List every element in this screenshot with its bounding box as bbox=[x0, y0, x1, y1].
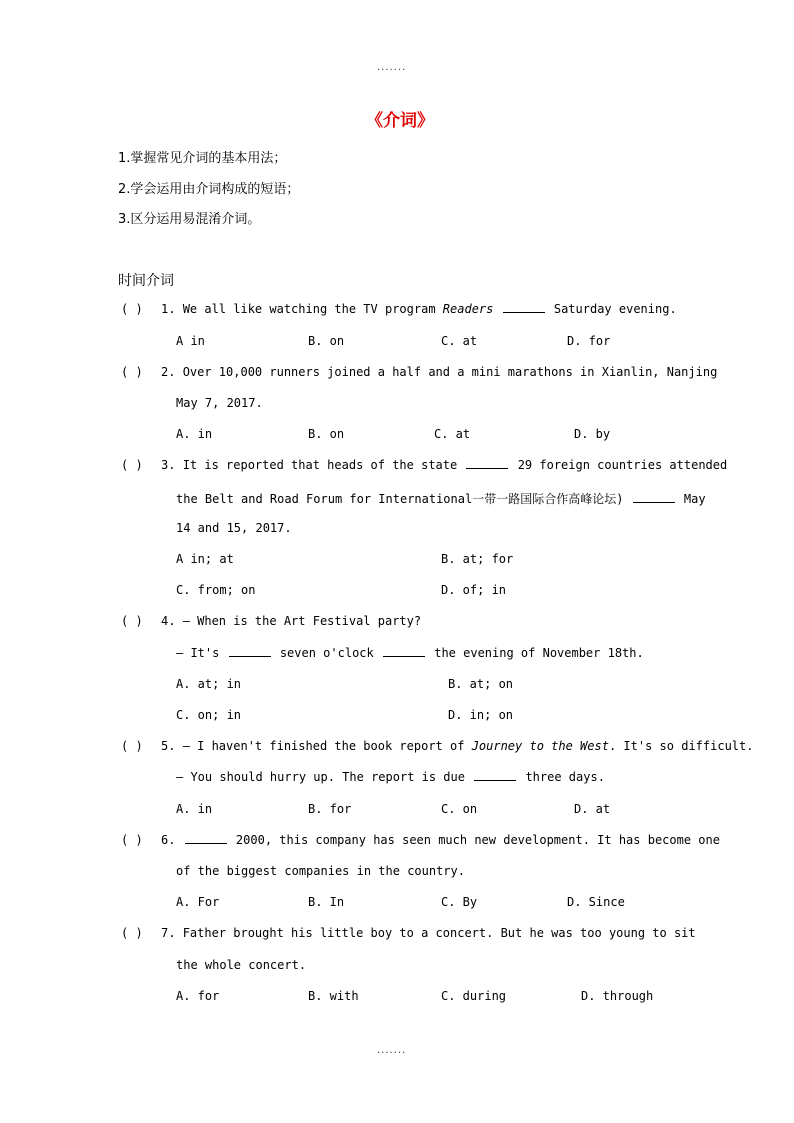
question-5-line-1 bbox=[161, 739, 753, 753]
q3-blank-2 bbox=[633, 492, 675, 503]
q5-option-a: A. in bbox=[176, 802, 213, 816]
q1-italic: Readers bbox=[442, 302, 494, 316]
q5-text-line1-pre: — I haven't finished the book report of bbox=[182, 739, 465, 753]
q6-option-a: A. For bbox=[176, 895, 220, 909]
q5-number: 5. bbox=[161, 739, 176, 753]
answer-paren-4[interactable]: ( ) bbox=[121, 614, 143, 628]
answer-paren-2[interactable]: ( ) bbox=[121, 365, 143, 379]
q3-text-line1-post: 29 foreign countries attended bbox=[517, 458, 728, 472]
q6-option-b: B. In bbox=[308, 895, 345, 909]
q1-text-pre: We all like watching the TV program bbox=[182, 302, 436, 316]
q2-text-line2: May 7, 2017. bbox=[176, 396, 263, 410]
q5-option-d: D. at bbox=[574, 802, 611, 816]
q6-blank bbox=[185, 833, 227, 844]
header-dots: ....... bbox=[377, 62, 407, 73]
q3-text-line2-pre: the Belt and Road Forum for International一带一路国际合作高峰论坛) bbox=[176, 492, 624, 506]
objective-2: 2.学会运用由介词构成的短语； bbox=[118, 182, 300, 197]
question-3-line-2 bbox=[176, 490, 706, 507]
question-4-line-1 bbox=[161, 614, 421, 628]
q4-text-line1: — When is the Art Festival party? bbox=[182, 614, 422, 628]
answer-paren-3[interactable]: ( ) bbox=[121, 458, 143, 472]
q4-text-line2-c: the evening of November 18th. bbox=[434, 646, 644, 660]
question-5-line-2 bbox=[176, 770, 605, 784]
q3-text-line1-pre: It is reported that heads of the state bbox=[182, 458, 458, 472]
question-1 bbox=[161, 302, 677, 316]
answer-paren-1[interactable]: ( ) bbox=[121, 302, 143, 316]
q4-number: 4. bbox=[161, 614, 176, 628]
q7-option-b: B. with bbox=[308, 989, 359, 1003]
question-3-line-1 bbox=[161, 458, 727, 472]
q5-italic-title: Journey to the West bbox=[471, 739, 609, 753]
q1-option-a: A in bbox=[176, 334, 205, 348]
q2-text-line1: Over 10,000 runners joined a half and a mini marathons in Xianlin, Nanjing bbox=[182, 365, 718, 379]
q4-option-b: B. at; on bbox=[448, 677, 514, 691]
q5-option-b: B. for bbox=[308, 802, 352, 816]
q2-option-c: C. at bbox=[434, 427, 471, 441]
q3-option-c: C. from; on bbox=[176, 583, 256, 597]
q6-text-line1: 2000, this company has seen much new development. It has become one bbox=[235, 833, 720, 847]
q7-option-a: A. for bbox=[176, 989, 220, 1003]
q7-text-line2: the whole concert. bbox=[176, 958, 307, 972]
q3-option-a: A in; at bbox=[176, 552, 234, 566]
q4-option-c: C. on; in bbox=[176, 708, 242, 722]
answer-paren-5[interactable]: ( ) bbox=[121, 739, 143, 753]
q4-option-d: D. in; on bbox=[448, 708, 514, 722]
q7-text-line1: Father brought his little boy to a concert. But he was too young to sit bbox=[182, 926, 696, 940]
q3-blank-1 bbox=[466, 458, 508, 469]
q1-number: 1. bbox=[161, 302, 176, 316]
objective-3: 3.区分运用易混淆介词。 bbox=[118, 212, 261, 227]
q1-text-post: Saturday evening. bbox=[553, 302, 677, 316]
q2-option-a: A. in bbox=[176, 427, 213, 441]
objective-1: 1.掌握常见介词的基本用法； bbox=[118, 151, 287, 166]
q6-number: 6. bbox=[161, 833, 176, 847]
q4-blank-1 bbox=[229, 646, 271, 657]
q7-number: 7. bbox=[161, 926, 176, 940]
q1-option-d: D. for bbox=[567, 334, 611, 348]
question-7-line-1 bbox=[161, 926, 696, 940]
q5-text-line1-post: . It's so difficult. bbox=[608, 739, 754, 753]
q4-text-line2-a: — It's bbox=[176, 646, 220, 660]
q5-blank bbox=[474, 770, 516, 781]
q3-option-b: B. at; for bbox=[441, 552, 514, 566]
q5-text-line2-pre: — You should hurry up. The report is due bbox=[176, 770, 465, 784]
q6-option-d: D. Since bbox=[567, 895, 625, 909]
question-2-line-1 bbox=[161, 365, 717, 379]
page-title: 《介词》 bbox=[366, 111, 434, 131]
q6-text-line2: of the biggest companies in the country. bbox=[176, 864, 465, 878]
q7-option-c: C. during bbox=[441, 989, 507, 1003]
section-title: 时间介词 bbox=[118, 273, 174, 289]
q1-blank bbox=[503, 302, 545, 313]
answer-paren-6[interactable]: ( ) bbox=[121, 833, 143, 847]
question-4-line-2 bbox=[176, 646, 644, 660]
q2-number: 2. bbox=[161, 365, 176, 379]
q1-option-b: B. on bbox=[308, 334, 345, 348]
q3-number: 3. bbox=[161, 458, 176, 472]
q3-option-d: D. of; in bbox=[441, 583, 507, 597]
q3-text-line3: 14 and 15, 2017. bbox=[176, 521, 292, 535]
q1-option-c: C. at bbox=[441, 334, 478, 348]
q3-text-line2-post: May bbox=[683, 492, 706, 506]
q6-option-c: C. By bbox=[441, 895, 478, 909]
q4-option-a: A. at; in bbox=[176, 677, 242, 691]
q2-option-d: D. by bbox=[574, 427, 611, 441]
q4-text-line2-b: seven o'clock bbox=[279, 646, 374, 660]
q4-blank-2 bbox=[383, 646, 425, 657]
q5-text-line2-post: three days. bbox=[525, 770, 605, 784]
question-6-line-1 bbox=[161, 833, 720, 847]
q5-option-c: C. on bbox=[441, 802, 478, 816]
q2-option-b: B. on bbox=[308, 427, 345, 441]
q7-option-d: D. through bbox=[581, 989, 654, 1003]
answer-paren-7[interactable]: ( ) bbox=[121, 926, 143, 940]
footer-dots: ....... bbox=[377, 1045, 407, 1056]
